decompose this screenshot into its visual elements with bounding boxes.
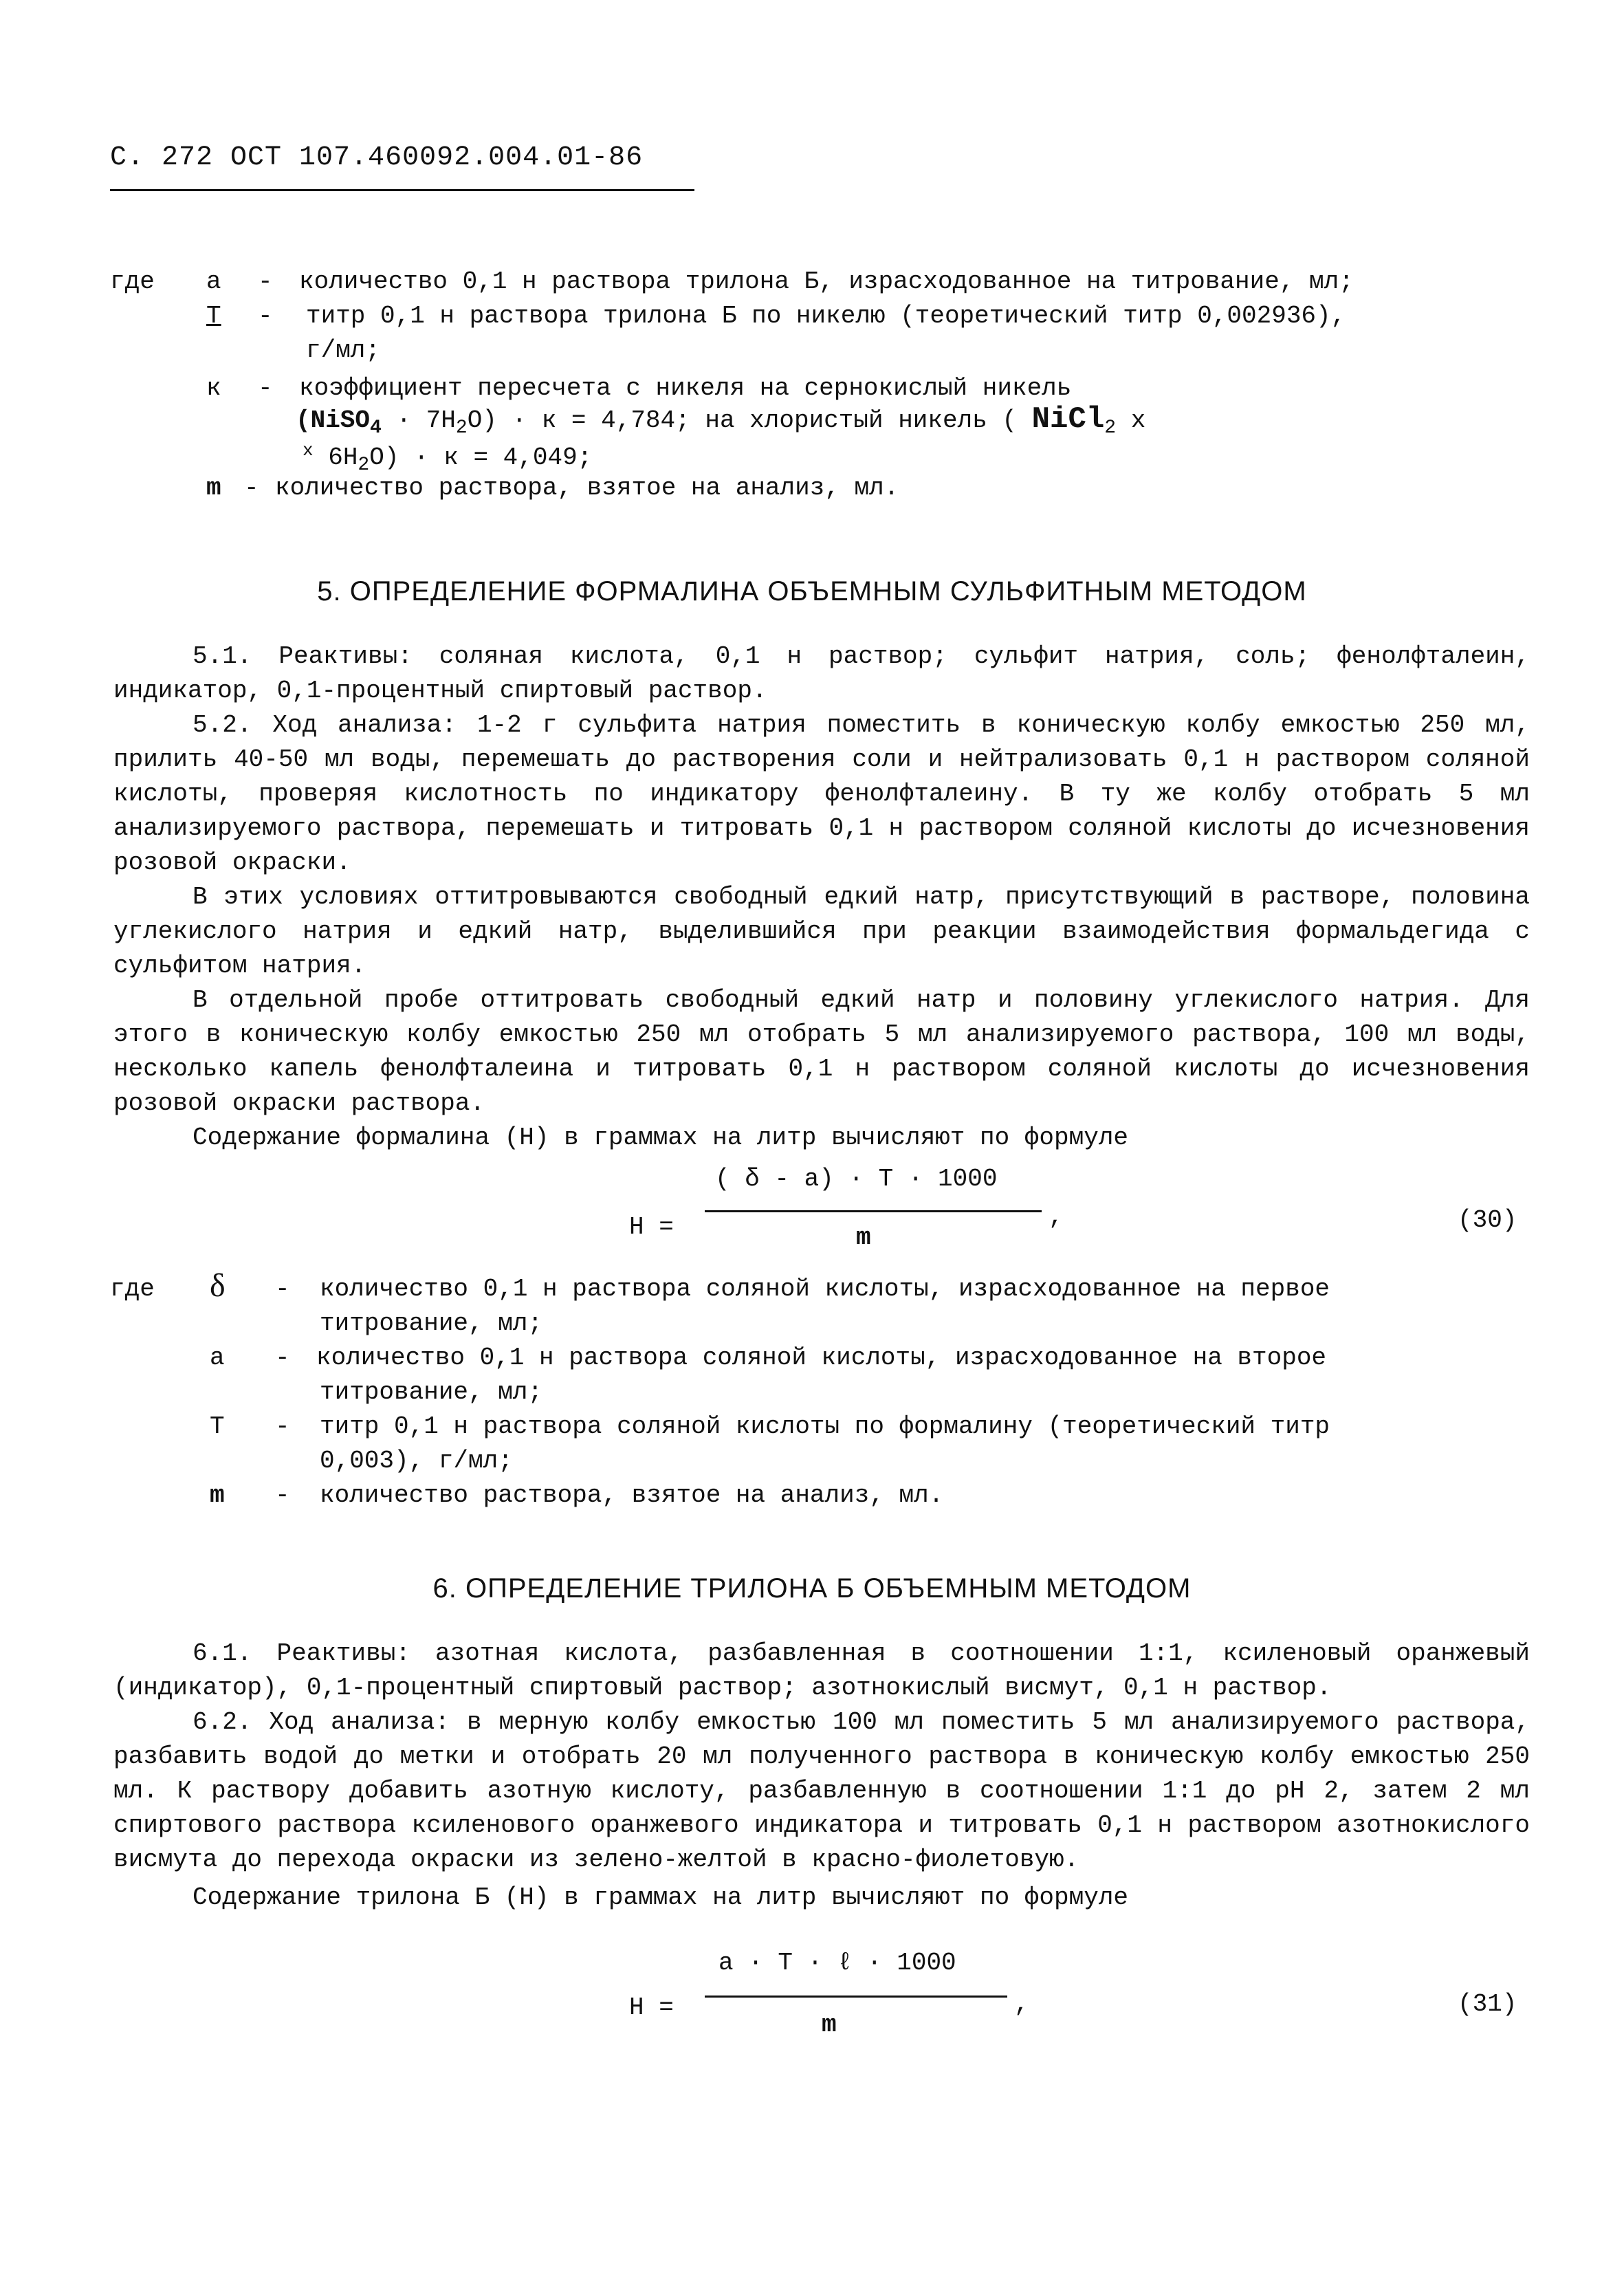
legend2-text-a: количество 0,1 н раствора соляной кислоты, израсходованное на второе xyxy=(316,1344,1327,1372)
formula31-denominator: m xyxy=(822,2011,837,2039)
nickel-formula-part1: (NiSO xyxy=(296,406,371,435)
legend1-sym-a: a xyxy=(206,267,221,296)
nickel-formula-part2: · 7H xyxy=(381,406,456,435)
nickel-formula-nicl: NiCl xyxy=(1031,402,1105,437)
section6-p1: 6.1. Реактивы: азотная кислота, разбавленная в соотношении 1:1, ксиленовый оранжевый (индикатор), 0,1-процентный спиртовый раствор; азотнокислый висмут, 0,1 н раствор. xyxy=(113,1639,1530,1702)
page-header: С. 272 ОСТ 107.460092.004.01-86 xyxy=(110,142,644,173)
header-rule xyxy=(110,189,694,191)
legend2-sym-a: a xyxy=(210,1344,225,1372)
legend1-text-k: коэффициент пересчета с никеля на сернокислый никель xyxy=(299,374,1072,402)
section5-p4: В отдельной пробе оттитровать свободный едкий натр и половину углекислого натрия. Для этого в коническую колбу емкостью 250 мл отобрать 5 мл анализируемого раствора, 100 мл воды, несколько капель фенолфталеина и титровать 0,1 н раствором соляной кислоты до исчезновения розовой окраски раствора. xyxy=(113,986,1530,1117)
legend1-dash-a: - xyxy=(258,267,273,296)
nickel-formula-x1: x xyxy=(1130,406,1146,435)
legend1-text-T: титр 0,1 н раствора трилона Б по никелю (теоретический титр 0,002936), xyxy=(306,302,1346,330)
legend2-dash-T: - xyxy=(275,1412,290,1441)
legend1-dash-k: - xyxy=(258,374,273,402)
legend2-text-delta-cont: титрование, мл; xyxy=(320,1309,543,1337)
legend2-text-delta: количество 0,1 н раствора соляной кислоты, израсходованное на первое xyxy=(320,1275,1330,1303)
formula31-comma: , xyxy=(1014,1990,1029,2018)
legend2-sym-T: T xyxy=(210,1412,225,1441)
formula30-denominator: m xyxy=(856,1223,871,1251)
legend2-where: где xyxy=(110,1275,155,1303)
legend2-dash-delta: - xyxy=(275,1275,290,1303)
legend2-sym-delta: δ xyxy=(210,1267,226,1304)
legend2-dash-m: - xyxy=(275,1481,290,1509)
formula31-number: (31) xyxy=(1458,1990,1517,2018)
legend1-sym-k: к xyxy=(206,374,221,402)
legend2-text-m: количество раствора, взятое на анализ, мл. xyxy=(320,1481,944,1509)
legend1-dash-T: - xyxy=(258,302,273,330)
legend1-sym-m: m xyxy=(206,474,221,502)
legend2-text-a-cont: титрование, мл; xyxy=(320,1378,543,1406)
nickel-formula-line2-a: 6H xyxy=(313,444,358,472)
nickel-formula-sub2: 2 xyxy=(455,417,468,439)
section6-title: 6. ОПРЕДЕЛЕНИЕ ТРИЛОНА Б ОБЪЕМНЫМ МЕТОДОМ xyxy=(432,1573,1192,1604)
section5-p1: 5.1. Реактивы: соляная кислота, 0,1 н раствор; сульфит натрия, соль; фенолфталеин, индикатор, 0,1-процентный спиртовый раствор. xyxy=(113,642,1530,705)
legend1-where: где xyxy=(110,267,155,296)
section5-title: 5. ОПРЕДЕЛЕНИЕ ФОРМАЛИНА ОБЪЕМНЫМ СУЛЬФИТНЫМ МЕТОДОМ xyxy=(317,576,1307,606)
section6-p2: 6.2. Ход анализа: в мерную колбу емкостью 100 мл поместить 5 мл анализируемого раствора, разбавить водой до метки и отобрать 20 мл полученного раствора в коническую колбу емкостью 250 мл. К раствору добавить азотную кислоту, разбавленную в соотношении 1:1 до рН 2, затем 2 мл спиртового раствора ксиленового оранжевого индикатора и титровать 0,1 н раствором азотнокислого висмута до перехода окраски из зелено-желтой в красно-фиолетовую. xyxy=(113,1708,1530,1874)
section5-p5: Содержание формалина (Н) в граммах на литр вычисляют по формуле xyxy=(193,1124,1129,1152)
formula30-fraction-bar xyxy=(705,1210,1042,1212)
legend1-dash-m: - xyxy=(244,474,259,502)
section5-p3: В этих условиях оттитровываются свободный едкий натр, присутствующий в растворе, половина углекислого натрия и едкий натр, выделившийся при реакции взаимодействия формальдегида с сульфитом натрия. xyxy=(113,883,1530,980)
formula31-lhs: Н = xyxy=(629,1993,674,2022)
formula30-number: (30) xyxy=(1458,1206,1517,1234)
formula30-lhs: Н = xyxy=(629,1213,674,1241)
formula30-comma: , xyxy=(1049,1203,1064,1231)
legend1-text-T-cont: г/мл; xyxy=(306,336,381,364)
nickel-formula-line2-sub: 2 xyxy=(358,455,370,477)
section5-p2: 5.2. Ход анализа: 1-2 г сульфита натрия поместить в коническую колбу емкостью 250 мл, прилить 40-50 мл воды, перемешать до растворения соли и нейтрализовать 0,1 н раствором соляной кислоты, проверяя кислотность по индикатору фенолфталеину. В ту же колбу отобрать 5 мл анализируемого раствора, перемешать и титровать 0,1 н раствором соляной кислоты до исчезновения розовой окраски. xyxy=(113,711,1530,877)
formula30-numerator: ( δ - a) · T · 1000 xyxy=(715,1165,998,1193)
nickel-formula-line2-b: O) · к = 4,049; xyxy=(369,444,593,472)
legend2-sym-m: m xyxy=(210,1481,225,1509)
nickel-formula-part3: O) · к = 4,784; на хлористый никель ( xyxy=(467,406,1018,435)
legend2-text-T-cont: 0,003), г/мл; xyxy=(320,1447,513,1475)
formula31-numerator: a · T · ℓ · 1000 xyxy=(718,1949,956,1977)
legend2-text-T: титр 0,1 н раствора соляной кислоты по формалину (теоретический титр xyxy=(320,1412,1330,1441)
section6-p3: Содержание трилона Б (Н) в граммах на литр вычисляют по формуле xyxy=(193,1883,1129,1912)
nickel-formula-line2-x: x xyxy=(303,440,314,461)
formula31-fraction-bar xyxy=(705,1996,1007,1998)
nickel-formula-sub4: 4 xyxy=(370,417,382,439)
nickel-formula-subcl: 2 xyxy=(1104,417,1117,439)
legend1-text-m: количество раствора, взятое на анализ, мл. xyxy=(275,474,899,502)
legend1-sym-T: T xyxy=(206,302,221,330)
legend1-text-a: количество 0,1 н раствора трилона Б, израсходованное на титрование, мл; xyxy=(299,267,1354,296)
legend2-dash-a: - xyxy=(275,1344,290,1372)
